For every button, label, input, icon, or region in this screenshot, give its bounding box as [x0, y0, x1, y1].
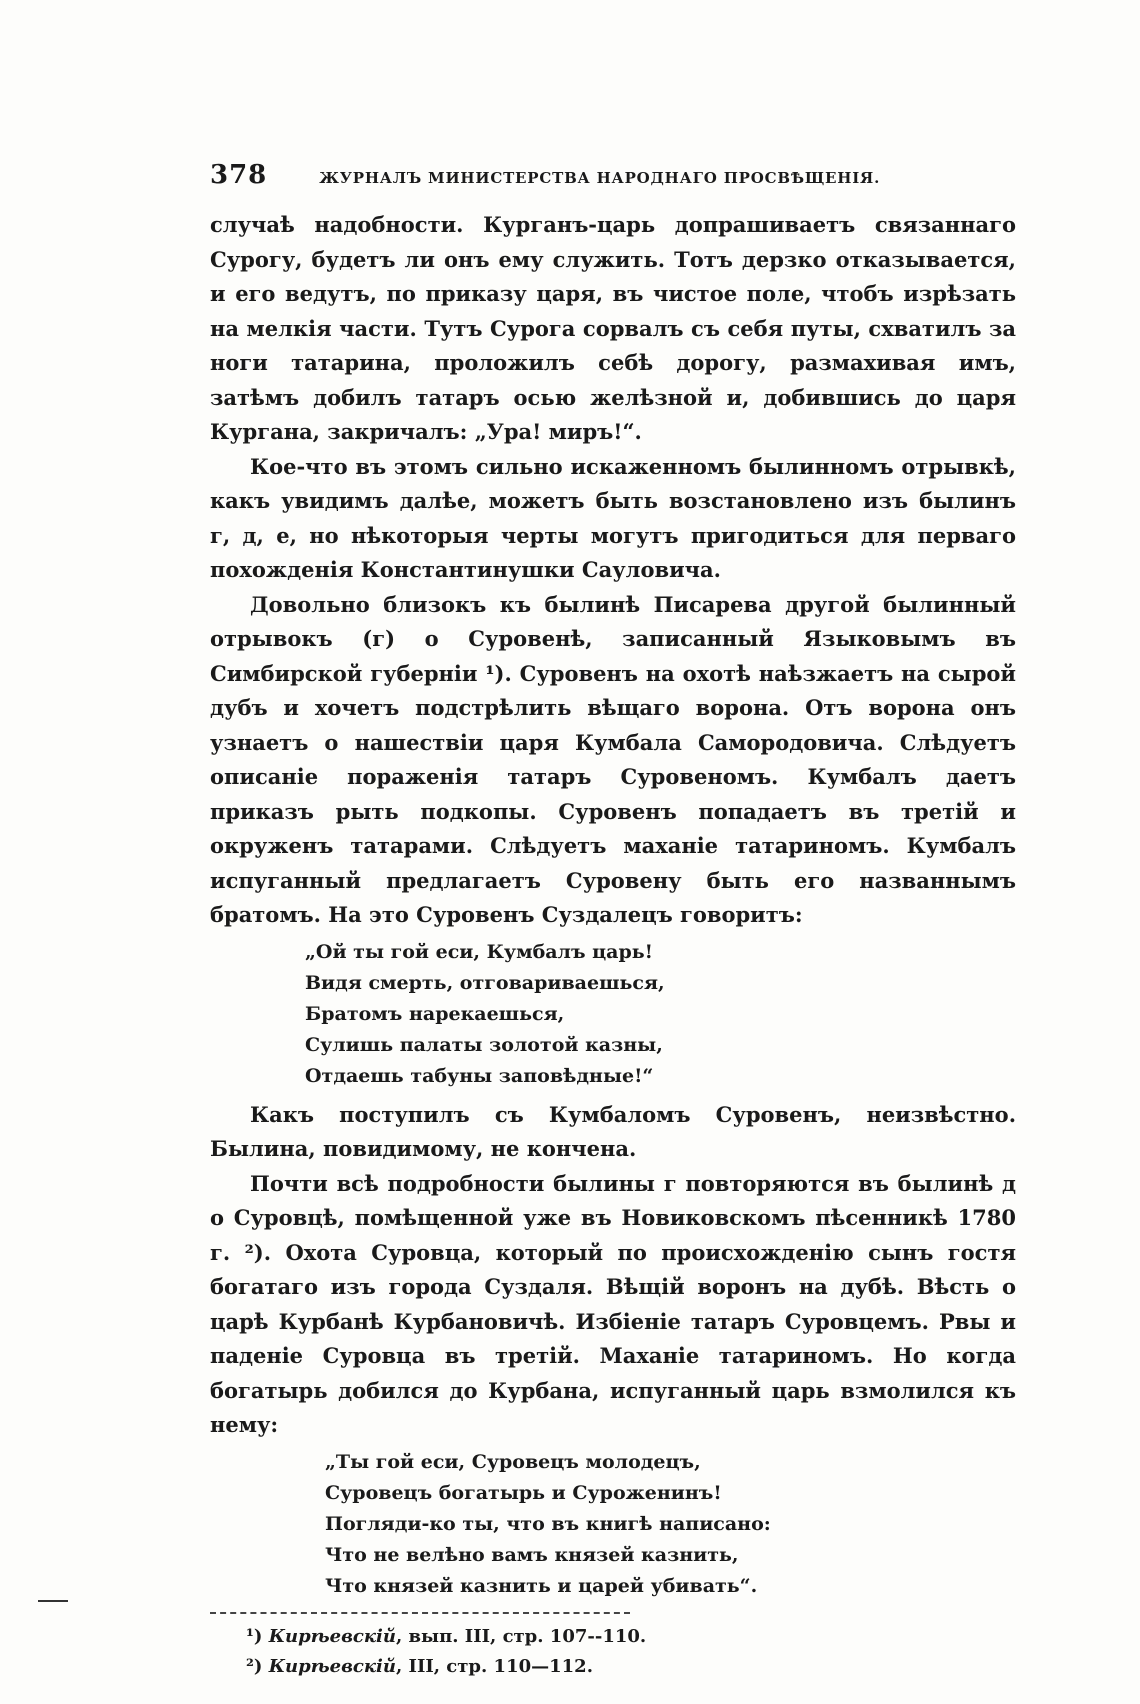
paragraph: Какъ поступилъ съ Кумбаломъ Суровенъ, неизвѣстно. Былина, повидимому, не кончена. [210, 1101, 1016, 1161]
footnote-divider [210, 1612, 630, 1614]
paragraph: Кое-что въ этомъ сильно искаженномъ былинномъ отрывкѣ, какъ увидимъ далѣе, можетъ быть возстановлено изъ былинъ г, д, е, но нѣкоторыя черты могутъ пригодиться для перваго похожденія Константинушки Сауловича. [210, 453, 1016, 582]
running-head: ЖУРНАЛЪ МИНИСТЕРСТВА НАРОДНАГО ПРОСВѢЩЕНІЯ. [319, 169, 881, 187]
verse-block [210, 1447, 1016, 1602]
footnote-text: , вып. III, стр. 107--110. [395, 1625, 647, 1647]
footnote-author: Кирѣевскій [268, 1655, 396, 1677]
footnote [210, 1652, 1016, 1682]
page-number: 378 [210, 160, 268, 190]
verse-line: Что не велѣно вамъ князей казнить, [325, 1543, 739, 1566]
paragraph: Довольно близокъ къ былинѣ Писарева другой былинный отрывокъ (г) о Суровенѣ, записанный Языковымъ въ Симбирской губерніи ¹). Суровенъ на охотѣ наѣзжаетъ на сырой дубъ и хочетъ подстрѣлить вѣщаго ворона. Отъ ворона онъ узнаетъ о нашествіи царя Кумбала Самородовича. Слѣдуетъ описаніе пораженія татаръ Суровеномъ. Кумбалъ даетъ приказъ рыть подкопы. Суровенъ попадаетъ въ третій и окруженъ татарами. Слѣдуетъ маханіе татариномъ. Кумбалъ испуганный предлагаетъ Суровену быть его названнымъ братомъ. На это Суровенъ Суздалецъ говоритъ: [210, 591, 1016, 927]
verse-line: „Ты гой еси, Суровецъ молодецъ, [325, 1450, 701, 1473]
verse-line: Что князей казнить и царей убивать“. [325, 1574, 758, 1597]
footnote-author: Кирѣевскій [268, 1625, 396, 1647]
footnote [210, 1622, 1016, 1652]
verse-line: Видя смерть, отговариваешься, [305, 971, 665, 994]
paragraph: Почти всѣ подробности былины г повторяются въ былинѣ д о Суровцѣ, помѣщенной уже въ Новиковскомъ пѣсенникѣ 1780 г. ²). Охота Суровца, который по происхожденію сынъ гостя богатаго изъ города Суздаля. Вѣщій воронъ на дубѣ. Вѣсть о царѣ Курбанѣ Курбановичѣ. Избіеніе татаръ Суровцемъ. Рвы и паденіе Суровца въ третій. Маханіе татариномъ. Но когда богатырь добился до Курбана, испуганный царь взмолился къ нему: [210, 1170, 1016, 1437]
verse-line: Отдаешь табуны заповѣдные!“ [305, 1064, 654, 1087]
verse-line: Погляди-ко ты, что въ книгѣ написано: [325, 1512, 771, 1535]
verse-line: Братомъ нарекаешься, [305, 1002, 565, 1025]
verse-line: „Ой ты гой еси, Кумбалъ царь! [305, 940, 654, 963]
footnote-text: , III, стр. 110—112. [395, 1655, 593, 1677]
page-content [210, 160, 1016, 1682]
verse-block [210, 937, 1016, 1092]
verse-line: Суровецъ богатырь и Суроженинъ! [325, 1481, 722, 1504]
verse-line: Сулишь палаты золотой казны, [305, 1033, 663, 1056]
paragraph: случаѣ надобности. Курганъ-царь допрашиваетъ связаннаго Сурогу, будетъ ли онъ ему служить. Тотъ дерзко отказывается, и его ведутъ, по приказу царя, въ чистое поле, чтобъ изрѣзать на мелкія части. Тутъ Сурога сорвалъ съ себя путы, схватилъ за ноги татарина, проложилъ себѣ дорогу, размахивая имъ, затѣмъ добилъ татаръ осью желѣзной и, добившись до царя Кургана, закричалъ: „Ура! миръ!“. [210, 212, 1016, 444]
page-header [210, 160, 1016, 190]
margin-mark [38, 1600, 68, 1602]
footnote-mark: ²) [246, 1655, 263, 1677]
footnote-mark: ¹) [246, 1625, 263, 1647]
